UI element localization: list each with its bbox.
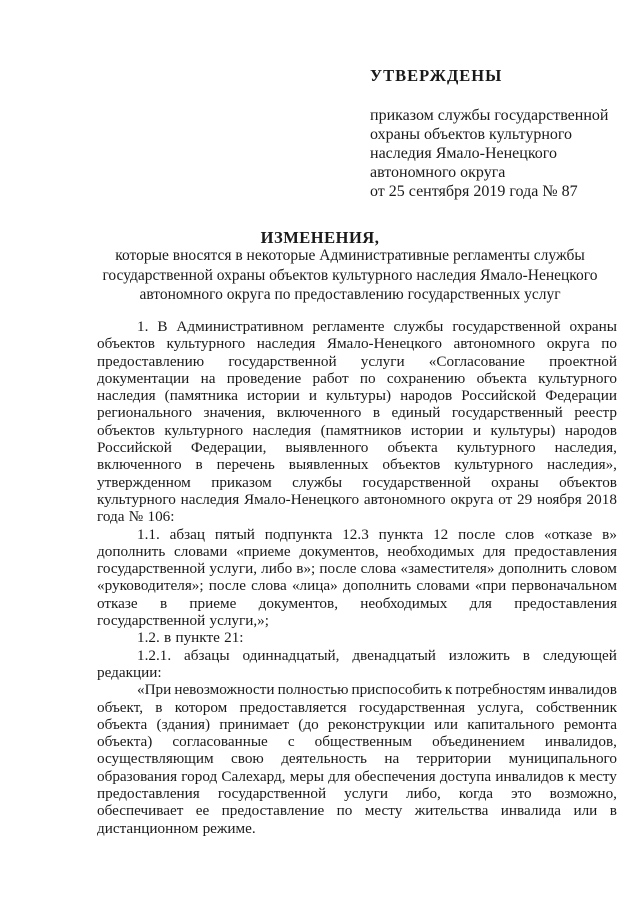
body-word: «отказе	[544, 525, 593, 543]
body-word: службы	[292, 473, 343, 491]
body-word: свою	[231, 750, 264, 768]
body-word: принимает	[219, 715, 290, 733]
body-line	[97, 820, 617, 837]
body-word: наследия	[180, 490, 240, 508]
body-word: необходимых	[387, 542, 475, 560]
body-line	[97, 802, 617, 819]
body-line	[97, 335, 617, 352]
body-word: подпункта	[264, 525, 333, 543]
body-word: либо	[261, 560, 293, 578]
body-word: приспособить	[351, 681, 442, 699]
body-word: доступа	[439, 767, 492, 785]
body-line	[97, 595, 617, 612]
body-word: полностью	[277, 681, 349, 699]
body-word: работ	[312, 369, 349, 387]
body-word: капитального	[467, 715, 555, 733]
body-word: Административном	[176, 318, 304, 335]
body-word: объектов	[559, 473, 617, 491]
body-word: на	[200, 369, 216, 387]
body-line	[97, 577, 617, 594]
body-line	[97, 456, 617, 473]
body-word: от	[498, 490, 513, 508]
body-word: котором	[174, 698, 228, 716]
body-word: режиме.	[202, 819, 256, 837]
body-word: и	[472, 421, 482, 439]
body-line	[97, 785, 617, 802]
body-word: для	[483, 542, 506, 560]
body-word: дополнить	[342, 577, 412, 595]
body-word: и	[308, 387, 318, 405]
body-word: на	[384, 750, 400, 768]
body-word: город	[181, 767, 218, 785]
body-word: культурного	[454, 456, 534, 474]
body-word: по	[359, 369, 376, 387]
body-word: потребностям	[455, 681, 546, 699]
body-word: наследия	[252, 421, 312, 439]
body-word: объектов	[97, 335, 155, 353]
body-word: невозможности	[174, 681, 275, 699]
body-word: общественным	[314, 733, 413, 751]
body-word: обеспечения	[354, 767, 436, 785]
body-word: «руководителя»;	[97, 577, 204, 595]
approval-line: приказом службы государственной	[370, 107, 609, 124]
body-word: перечень	[216, 456, 275, 474]
body-word: в	[159, 594, 168, 612]
body-line	[97, 647, 617, 664]
body-word: объект,	[97, 698, 144, 716]
body-word: для	[328, 767, 351, 785]
body-word: абзацы	[184, 646, 230, 664]
body-word: государственной	[97, 560, 206, 578]
body-word: объекта)	[97, 733, 153, 751]
body-word: культуры)	[490, 421, 556, 439]
body-word: охраны	[491, 473, 539, 491]
body-word: культуры)	[326, 387, 391, 405]
body-word: в»;	[296, 560, 316, 578]
body-word: единый	[391, 404, 441, 422]
body-word: двенадцатый	[352, 646, 436, 664]
body-line	[97, 612, 617, 629]
body-word: абзац	[169, 525, 205, 543]
body-word: выявленного	[285, 439, 369, 457]
body-word: «лица»	[291, 577, 338, 595]
body-line	[97, 768, 617, 785]
approval-line: наследия Ямало-Ненецкого	[370, 145, 557, 162]
body-word: наследия»,	[547, 456, 617, 474]
body-word: жительства	[414, 802, 489, 820]
body-word: (здания)	[156, 715, 211, 733]
body-word: 106:	[147, 508, 175, 526]
body-word: включенного	[97, 456, 182, 474]
body-word: значения,	[203, 404, 266, 422]
body-word: предоставление	[221, 802, 325, 820]
body-word: меры	[289, 767, 324, 785]
body-word: словами	[173, 542, 228, 560]
body-line	[97, 387, 617, 404]
body-word: объекта	[387, 439, 438, 457]
body-word: предоставления	[514, 542, 617, 560]
body-word: культурного	[166, 335, 246, 353]
body-word: объектов	[97, 421, 155, 439]
body-word: регламенте	[312, 318, 385, 335]
body-line	[97, 526, 617, 543]
body-word: либо,	[406, 785, 441, 803]
body-line	[97, 750, 617, 767]
body-word: ее	[195, 802, 210, 820]
body-word: предоставления	[514, 594, 617, 612]
body-line	[97, 508, 617, 525]
body-word: инвалидов	[548, 681, 617, 699]
body-word: месту	[579, 767, 617, 785]
body-line	[97, 699, 617, 716]
body-word: культурного	[164, 421, 244, 439]
body-word: службы	[393, 318, 444, 335]
body-line	[97, 474, 617, 491]
body-word: по	[336, 802, 353, 820]
body-word: одиннадцатый,	[242, 646, 340, 664]
body-word: ремонта	[563, 715, 617, 733]
body-word: предоставляется	[239, 698, 347, 716]
body-word: слова	[251, 577, 287, 595]
body-line	[97, 681, 617, 698]
body-line	[97, 629, 617, 646]
body-word: 12.3	[342, 525, 369, 543]
body-word: №	[128, 508, 144, 526]
body-word: собственник	[535, 698, 617, 716]
body-word: Российской	[461, 387, 537, 405]
body-line	[97, 318, 617, 335]
body-word: года	[97, 508, 125, 526]
body-word: к	[567, 767, 576, 785]
body-word: приказом	[211, 473, 272, 491]
body-word: обеспечивает	[97, 802, 184, 820]
document-subtitle	[60, 246, 640, 305]
body-line	[97, 422, 617, 439]
body-word: услуги	[360, 352, 405, 370]
body-word: услуги,	[209, 560, 258, 578]
document-body	[97, 318, 617, 837]
body-word: в»	[602, 525, 617, 543]
body-line	[97, 560, 617, 577]
body-word: включенного	[276, 404, 362, 422]
body-word: проектной	[549, 352, 617, 370]
body-word: истории	[247, 387, 300, 405]
body-word: в	[164, 629, 172, 647]
body-word: 2018	[586, 490, 617, 508]
body-line	[97, 370, 617, 387]
body-line	[97, 543, 617, 560]
body-word: согласованные	[172, 733, 268, 751]
body-word: предоставлению	[97, 352, 205, 370]
body-word: инвалида	[500, 802, 562, 820]
body-word: в	[372, 404, 380, 422]
body-word: следующей	[542, 646, 617, 664]
body-word: 12	[433, 525, 449, 543]
body-word: или	[573, 802, 598, 820]
body-word: Ямало-Ненецкого	[243, 490, 360, 508]
body-word: округа	[450, 490, 494, 508]
body-word: выявленных	[288, 456, 369, 474]
body-word: словами	[416, 577, 470, 595]
body-word: утвержденном	[97, 473, 191, 491]
body-word: с	[287, 733, 295, 751]
body-word: это	[511, 785, 532, 803]
body-word: государственной	[228, 352, 337, 370]
approval-line: автономного округа	[370, 164, 506, 181]
body-word: для	[469, 594, 492, 612]
body-word: пятый	[214, 525, 255, 543]
body-word: автономного	[363, 490, 446, 508]
body-word: пункта	[378, 525, 424, 543]
body-line	[97, 491, 617, 508]
body-word: дополнить	[498, 560, 567, 578]
body-word: первоначальном	[511, 577, 617, 595]
body-word: народов	[564, 421, 617, 439]
approval-block	[370, 66, 620, 201]
body-word: 21:	[224, 629, 244, 647]
body-word: в	[195, 456, 203, 474]
body-word: дополнить	[97, 542, 166, 560]
subtitle-line: которые вносятся в некоторые Административные регламенты службы	[115, 247, 585, 264]
body-word: приеме	[189, 594, 237, 612]
body-word: (памятников	[320, 421, 402, 439]
body-line	[97, 664, 617, 681]
body-word: «приеме	[236, 542, 291, 560]
body-word: словом	[570, 560, 617, 578]
body-word: 1.2.1.	[137, 646, 172, 664]
body-word: (памятника	[164, 387, 238, 405]
body-word: после	[458, 525, 496, 543]
body-word: «заместителя»	[400, 560, 495, 578]
body-word: округа	[546, 335, 590, 353]
body-word: государственной	[362, 473, 471, 491]
body-word: государственной	[452, 318, 561, 335]
body-word: месту	[364, 802, 403, 820]
body-word: реестр	[574, 404, 617, 422]
body-word: «Согласование	[428, 352, 525, 370]
body-word: предоставления	[97, 785, 200, 803]
body-word: инвалидов	[495, 767, 564, 785]
body-word: наследия,	[554, 439, 617, 457]
body-word: Федерации	[545, 387, 617, 405]
body-word: наследия	[256, 335, 316, 353]
body-word: инвалидов,	[544, 733, 617, 751]
body-word: наследия	[97, 387, 156, 405]
body-word: регионального	[97, 404, 192, 422]
body-line	[97, 733, 617, 750]
body-word: в	[155, 698, 163, 716]
body-word: документации	[97, 369, 190, 387]
body-word: документов,	[258, 594, 338, 612]
body-word: Ямало-Ненецкого	[326, 335, 442, 353]
body-word: изложить	[448, 646, 510, 664]
approval-line: от 25 сентября 2019 года № 87	[370, 183, 578, 200]
body-word: слов	[505, 525, 535, 543]
body-word: «при	[474, 577, 507, 595]
body-word: в	[522, 646, 530, 664]
body-word: государственный	[451, 404, 563, 422]
body-word: государственной	[97, 612, 206, 630]
body-word: объединением	[432, 733, 525, 751]
body-word: сохранению	[386, 369, 466, 387]
body-word: 1.2.	[137, 629, 160, 647]
body-word: деятельность	[281, 750, 367, 768]
body-word: объекта	[476, 369, 527, 387]
body-word: автономного	[453, 335, 536, 353]
body-word: возможно,	[549, 785, 617, 803]
body-word: к	[444, 681, 453, 699]
body-word: государственная	[358, 698, 466, 716]
body-word: после	[319, 560, 357, 578]
subtitle-line: автономного округа по предоставлению государственных услуг	[139, 286, 561, 303]
body-word: образования	[97, 767, 178, 785]
body-word: территории	[416, 750, 492, 768]
body-word: В	[157, 318, 168, 335]
body-line	[97, 439, 617, 456]
body-word: реконструкции	[327, 715, 425, 733]
body-word: муниципального	[508, 750, 617, 768]
body-word: услуги	[344, 785, 388, 803]
body-word: истории	[410, 421, 464, 439]
body-word: по	[601, 335, 617, 353]
body-word: (до	[298, 715, 319, 733]
body-word: 1.	[137, 318, 149, 335]
body-line	[97, 404, 617, 421]
body-word: слова	[360, 560, 397, 578]
body-word: отказе	[97, 594, 138, 612]
body-word: культурного	[456, 439, 536, 457]
approval-line: охраны объектов культурного	[370, 126, 573, 143]
body-word: Российской	[97, 439, 172, 457]
body-word: дистанционном	[97, 819, 199, 837]
body-word: 29	[517, 490, 533, 508]
body-word: проведение	[226, 369, 302, 387]
body-line	[97, 716, 617, 733]
subtitle-line: государственной охраны объектов культурного наследия Ямало-Ненецкого	[102, 266, 598, 284]
body-word: осуществляющим	[97, 750, 214, 768]
body-word: государственной	[217, 785, 327, 803]
body-word: когда	[458, 785, 494, 803]
body-word: услуга,	[477, 698, 524, 716]
body-word: объекта	[97, 715, 148, 733]
body-word: необходимых	[360, 594, 448, 612]
body-word: ноября	[537, 490, 582, 508]
body-word: 1.1.	[137, 525, 160, 543]
body-word: народов	[400, 387, 453, 405]
body-word: Салехард,	[221, 767, 286, 785]
body-word: «При	[137, 681, 172, 699]
body-line	[97, 353, 617, 370]
body-word: культурного	[538, 369, 617, 387]
body-word: в	[609, 802, 617, 820]
approval-title: УТВЕРЖДЕНЫ	[370, 66, 503, 85]
body-word: документов,	[299, 542, 379, 560]
body-word: объектов	[382, 456, 441, 474]
body-word: или	[434, 715, 458, 733]
body-word: охраны	[569, 318, 617, 335]
body-word: Федерации,	[190, 439, 267, 457]
document-title: ИЗМЕНЕНИЯ,	[260, 228, 380, 247]
body-word: пункте	[175, 629, 220, 647]
body-word: культурного	[97, 490, 176, 508]
body-word: редакции:	[97, 663, 162, 681]
body-word: после	[208, 577, 246, 595]
body-word: услуги,»;	[209, 612, 269, 630]
